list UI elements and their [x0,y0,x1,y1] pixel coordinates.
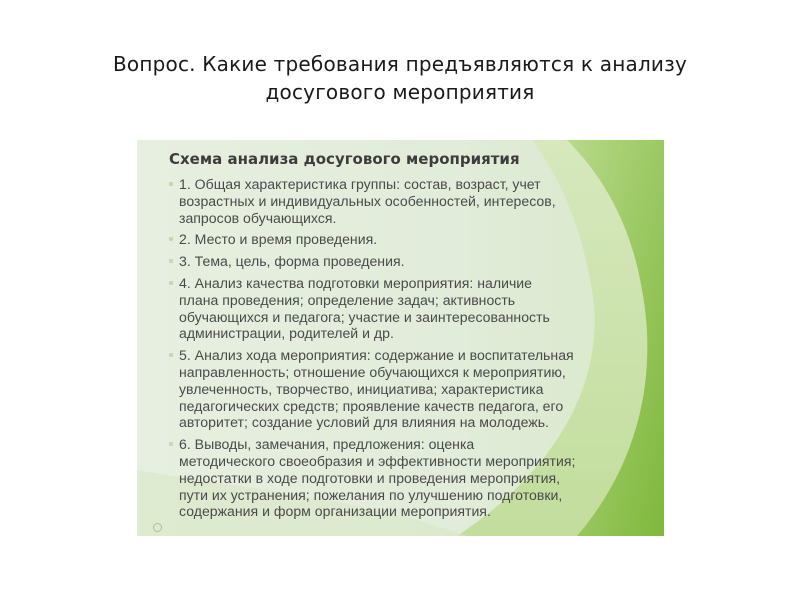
list-item-line: плана проведения; определение задач; активность [179,291,516,308]
list-item-line: возрастных и индивидуальных особенностей, интересов, [179,192,556,209]
list-item-line: методического своеобразия и эффективности мероприятия; [179,452,576,469]
list-item-line: 5. Анализ хода мероприятия: содержание и воспитательная [179,347,574,364]
list-item [169,176,649,226]
list-item [169,253,649,270]
list-item [169,436,649,520]
bullet-icon [169,353,173,357]
bullet-icon [169,237,173,241]
slide-title-line-1: Вопрос. Какие требования предъявляются к анализу [112,52,687,76]
list-item-line: пути их устранения; пожелания по улучшению подготовки, [179,486,563,503]
bullet-icon [169,442,173,446]
bullet-icon [169,281,173,285]
embedded-slide-image [137,140,664,536]
corner-circle-icon [153,523,162,532]
bullet-icon [169,182,173,186]
slide-title-line-2: досугового мероприятия [265,80,535,104]
list-item [169,231,649,248]
list-item-line: 2. Место и время проведения. [179,231,378,248]
list-item-line: 3. Тема, цель, форма проведения. [179,253,405,270]
list-item-line: администрации, родителей и др. [179,325,394,342]
list-item-line: 4. Анализ качества подготовки мероприятия: наличие [179,274,532,291]
bullet-icon [169,259,173,263]
list-item-line: педагогических средств; проявление качеств педагога, его [179,397,564,414]
list-item-line: увлеченность, творчество, инициатива; характеристика [179,380,544,397]
list-item-line: направленность; отношение обучающихся к мероприятию, [179,363,566,380]
list-item [169,275,649,342]
list-item-line: содержания и форм организации мероприятия. [179,503,491,520]
list-item-line: обучающихся и педагога; участие и заинтересованность [179,308,550,325]
scheme-heading: Схема анализа досугового мероприятия [169,150,520,168]
slide-content [169,150,649,525]
list-item-line: недостатки в ходе подготовки и проведения мероприятия, [179,469,561,486]
slide-title [40,50,760,106]
list-item-line: 6. Выводы, замечания, предложения: оценка [179,436,475,453]
list-item [169,347,649,431]
list-item-line: авторитет; создание условий для влияния на молодежь. [179,414,549,431]
list-item-line: 1. Общая характеристика группы: состав, возраст, учет [179,176,541,192]
list-item-line: запросов обучающихся. [179,209,337,226]
